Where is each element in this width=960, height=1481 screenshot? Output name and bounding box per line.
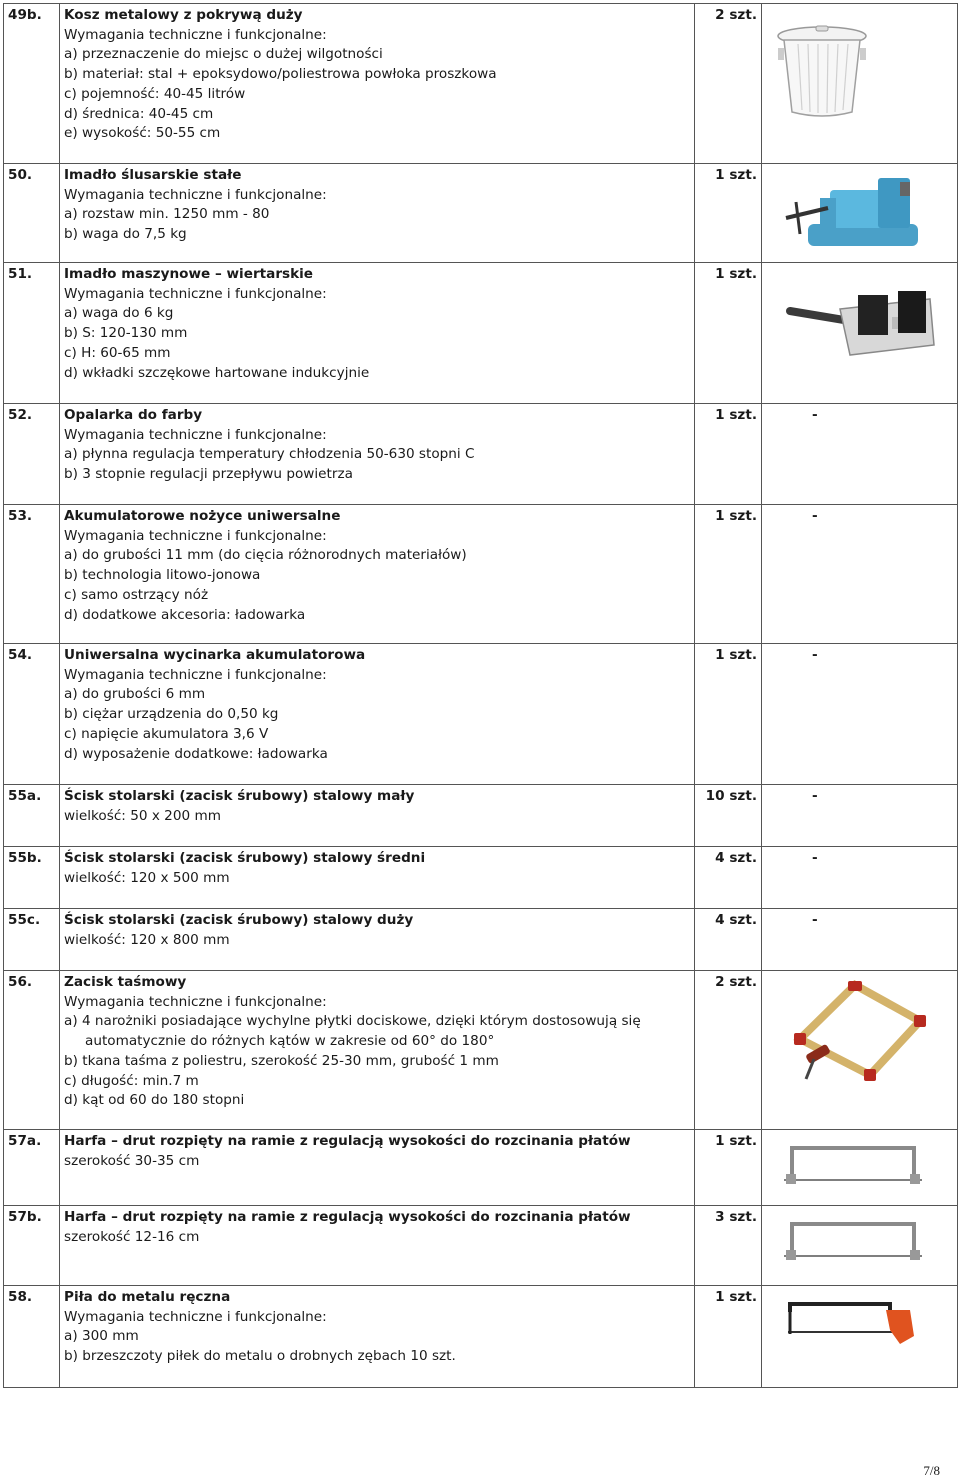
item-description (60, 505, 695, 644)
trash-bin-icon (772, 22, 872, 122)
item-title: Kosz metalowy z pokrywą duży (64, 7, 303, 23)
item-spec-line: Wymagania techniczne i funkcjonalne: (64, 26, 327, 43)
item-spec-line: a) płynna regulacja temperatury chłodzenia 50-630 stopni C (64, 446, 475, 463)
item-description (60, 1130, 695, 1206)
bench-vise-icon (780, 172, 930, 257)
item-title: Piła do metalu ręczna (64, 1289, 231, 1305)
item-spec-line: b) brzeszczoty piłek do metalu o drobnych zębach 10 szt. (64, 1348, 456, 1365)
item-number: 50. (4, 164, 60, 263)
item-image-cell (762, 4, 958, 164)
item-spec-line: Wymagania techniczne i funkcjonalne: (64, 285, 327, 302)
item-image-cell (762, 971, 958, 1130)
item-spec-line: a) do grubości 11 mm (do cięcia różnorodnych materiałów) (64, 547, 467, 564)
spec-table (3, 3, 958, 1388)
item-spec-line: wielkość: 120 x 800 mm (64, 931, 230, 948)
table-row (4, 4, 958, 164)
item-spec-line: b) 3 stopnie regulacji przepływu powietrza (64, 466, 353, 483)
item-spec-line: b) technologia litowo-jonowa (64, 567, 261, 584)
item-title: Harfa – drut rozpięty na ramie z regulacją wysokości do rozcinania płatów (64, 1209, 631, 1225)
no-image-dash: - (812, 508, 818, 524)
item-quantity: 1 szt. (695, 1130, 762, 1206)
table-row (4, 785, 958, 847)
item-description (60, 1286, 695, 1388)
item-image-cell (762, 505, 958, 644)
item-spec-line: a) do grubości 6 mm (64, 686, 206, 703)
item-image-cell (762, 785, 958, 847)
item-quantity: 1 szt. (695, 505, 762, 644)
table-row (4, 404, 958, 505)
table-row (4, 644, 958, 785)
table-row (4, 505, 958, 644)
drill-vise-icon (780, 281, 940, 366)
item-description (60, 263, 695, 404)
item-quantity: 1 szt. (695, 263, 762, 404)
item-quantity: 1 szt. (695, 644, 762, 785)
table-row (4, 1130, 958, 1206)
item-description (60, 4, 695, 164)
item-number: 53. (4, 505, 60, 644)
item-title: Akumulatorowe nożyce uniwersalne (64, 508, 341, 524)
table-row (4, 847, 958, 909)
item-image-cell (762, 847, 958, 909)
item-image-cell (762, 1130, 958, 1206)
item-title: Ścisk stolarski (zacisk śrubowy) stalowy duży (64, 912, 414, 928)
item-spec-line: c) pojemność: 40-45 litrów (64, 85, 246, 102)
item-title: Harfa – drut rozpięty na ramie z regulacją wysokości do rozcinania płatów (64, 1133, 631, 1149)
item-spec-line: b) ciężar urządzenia do 0,50 kg (64, 706, 279, 723)
item-image-cell (762, 1286, 958, 1388)
item-quantity: 1 szt. (695, 164, 762, 263)
item-image-cell (762, 404, 958, 505)
item-quantity: 10 szt. (695, 785, 762, 847)
item-number: 55b. (4, 847, 60, 909)
wire-harp-icon (778, 1216, 928, 1266)
item-image-cell (762, 164, 958, 263)
no-image-dash: - (812, 912, 818, 928)
item-description (60, 909, 695, 971)
item-quantity: 4 szt. (695, 847, 762, 909)
item-spec-line: szerokość 12-16 cm (64, 1228, 200, 1245)
table-row (4, 164, 958, 263)
band-clamp-icon (780, 979, 930, 1089)
item-spec-line: b) S: 120-130 mm (64, 325, 188, 342)
item-spec-line: automatycznie do różnych kątów w zakresie od 60° do 180° (85, 1033, 495, 1050)
page-number: 7/8 (923, 1463, 940, 1478)
item-quantity: 1 szt. (695, 1286, 762, 1388)
item-description (60, 971, 695, 1130)
item-description (60, 847, 695, 909)
item-image-cell (762, 1206, 958, 1286)
item-number: 54. (4, 644, 60, 785)
item-spec-line: d) wyposażenie dodatkowe: ładowarka (64, 745, 328, 762)
item-spec-line: a) 4 narożniki posiadające wychylne płytki dociskowe, dzięki którym dostosowują się (64, 1013, 641, 1030)
wire-harp-icon (778, 1140, 928, 1190)
item-title: Imadło ślusarskie stałe (64, 167, 242, 183)
item-spec-line: wielkość: 120 x 500 mm (64, 869, 230, 886)
item-spec-line: a) 300 mm (64, 1328, 139, 1345)
no-image-dash: - (812, 850, 818, 866)
item-title: Zacisk taśmowy (64, 974, 187, 990)
item-title: Ścisk stolarski (zacisk śrubowy) stalowy mały (64, 788, 415, 804)
table-row (4, 909, 958, 971)
item-number: 55c. (4, 909, 60, 971)
table-row (4, 971, 958, 1130)
item-spec-line: Wymagania techniczne i funkcjonalne: (64, 426, 327, 443)
item-quantity: 2 szt. (695, 4, 762, 164)
item-number: 52. (4, 404, 60, 505)
item-number: 56. (4, 971, 60, 1130)
item-description (60, 785, 695, 847)
item-spec-line: c) napięcie akumulatora 3,6 V (64, 725, 269, 742)
item-number: 57b. (4, 1206, 60, 1286)
item-spec-line: d) kąt od 60 do 180 stopni (64, 1092, 245, 1109)
item-spec-line: Wymagania techniczne i funkcjonalne: (64, 527, 327, 544)
item-image-cell (762, 644, 958, 785)
item-description (60, 1206, 695, 1286)
item-spec-line: Wymagania techniczne i funkcjonalne: (64, 993, 327, 1010)
item-spec-line: b) materiał: stal + epoksydowo/poliestrowa powłoka proszkowa (64, 66, 497, 83)
item-number: 55a. (4, 785, 60, 847)
item-spec-line: e) wysokość: 50-55 cm (64, 125, 221, 142)
item-spec-line: d) wkładki szczękowe hartowane indukcyjnie (64, 364, 370, 381)
item-spec-line: Wymagania techniczne i funkcjonalne: (64, 1308, 327, 1325)
item-quantity: 4 szt. (695, 909, 762, 971)
item-spec-line: d) dodatkowe akcesoria: ładowarka (64, 606, 306, 623)
table-row (4, 263, 958, 404)
item-image-cell (762, 909, 958, 971)
item-title: Uniwersalna wycinarka akumulatorowa (64, 647, 366, 663)
no-image-dash: - (812, 647, 818, 663)
item-spec-line: a) waga do 6 kg (64, 305, 174, 322)
item-spec-line: c) H: 60-65 mm (64, 344, 171, 361)
item-spec-line: a) rozstaw min. 1250 mm - 80 (64, 206, 270, 223)
table-row (4, 1286, 958, 1388)
item-spec-line: szerokość 30-35 cm (64, 1152, 200, 1169)
item-description (60, 164, 695, 263)
item-spec-line: Wymagania techniczne i funkcjonalne: (64, 186, 327, 203)
item-title: Opalarka do farby (64, 407, 203, 423)
no-image-dash: - (812, 788, 818, 804)
item-spec-line: c) długość: min.7 m (64, 1072, 199, 1089)
item-spec-line: c) samo ostrzący nóż (64, 586, 209, 603)
item-title: Ścisk stolarski (zacisk śrubowy) stalowy średni (64, 850, 426, 866)
item-quantity: 3 szt. (695, 1206, 762, 1286)
item-number: 51. (4, 263, 60, 404)
item-description (60, 644, 695, 785)
item-number: 49b. (4, 4, 60, 164)
item-spec-line: b) waga do 7,5 kg (64, 226, 187, 243)
item-quantity: 1 szt. (695, 404, 762, 505)
item-spec-line: wielkość: 50 x 200 mm (64, 807, 221, 824)
hacksaw-icon (778, 1296, 928, 1356)
item-title: Imadło maszynowe – wiertarskie (64, 266, 314, 282)
item-spec-line: a) przeznaczenie do miejsc o dużej wilgotności (64, 46, 383, 63)
item-description (60, 404, 695, 505)
item-number: 58. (4, 1286, 60, 1388)
item-quantity: 2 szt. (695, 971, 762, 1130)
no-image-dash: - (812, 407, 818, 423)
item-spec-line: d) średnica: 40-45 cm (64, 105, 214, 122)
table-row (4, 1206, 958, 1286)
item-number: 57a. (4, 1130, 60, 1206)
item-spec-line: Wymagania techniczne i funkcjonalne: (64, 666, 327, 683)
item-spec-line: b) tkana taśma z poliestru, szerokość 25-30 mm, grubość 1 mm (64, 1052, 499, 1069)
item-image-cell (762, 263, 958, 404)
